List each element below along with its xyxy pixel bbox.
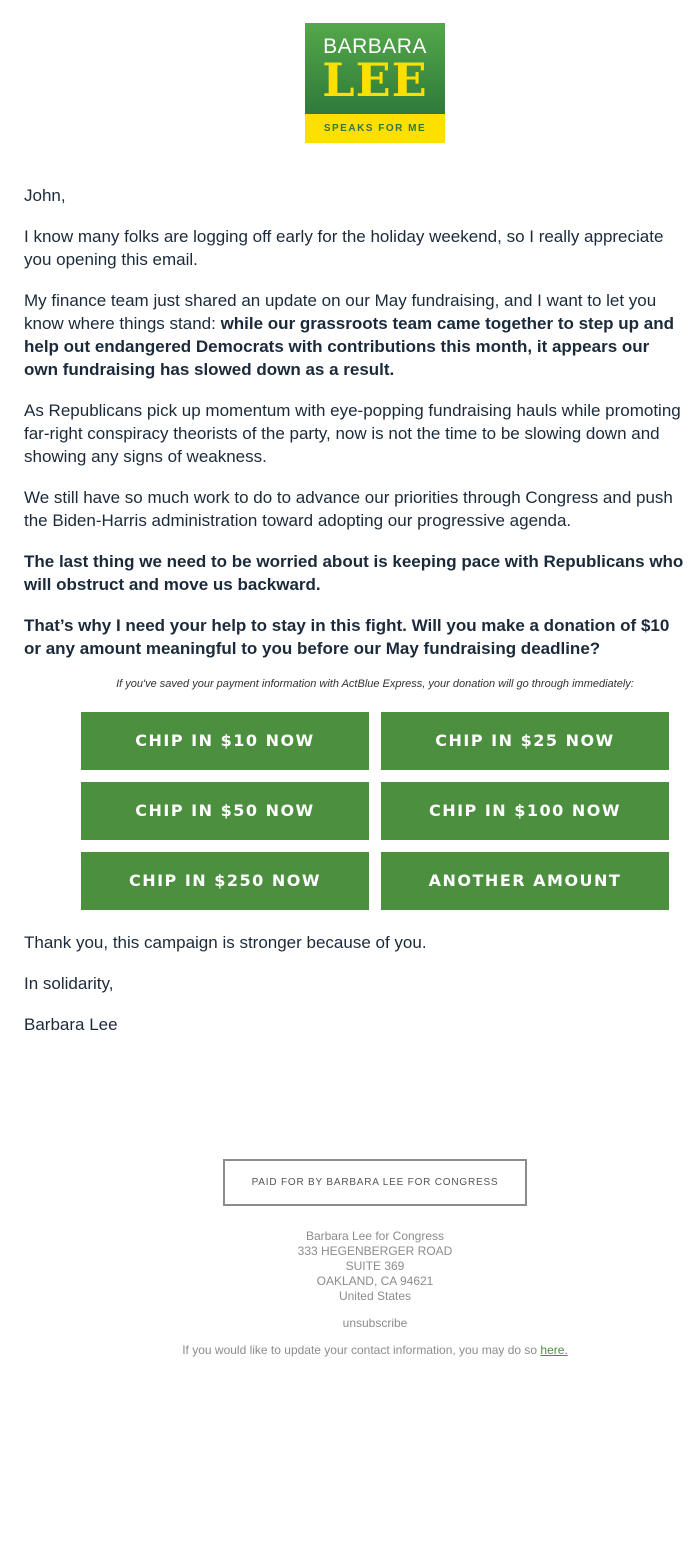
paragraph-holiday [24,225,663,271]
footer-country: United States [338,1289,412,1303]
chip-in-100-button[interactable]: CHIP IN $100 NOW [381,782,669,840]
footer-org: Barbara Lee for Congress [305,1229,445,1243]
logo-green-panel [305,23,445,114]
footer-address [0,1229,700,1304]
paragraph-line: the Biden-Harris administration toward adopting our progressive agenda. [24,511,572,530]
paragraph-line-bold: while our grassroots team came together to step up and [220,314,674,333]
actblue-note: If you've saved your payment information with ActBlue Express, your donation will go through immediately: [116,678,634,690]
paragraph-line: The last thing we need to be worried about is keeping pace with Republicans who [24,552,684,571]
signoff: In solidarity, [24,974,114,993]
paragraph-line: As Republicans pick up momentum with eye-popping fundraising hauls while promoting [24,401,681,420]
paragraph-line: My finance team just shared an update on our May fundraising, and I want to let you [24,291,657,310]
thanks-line: Thank you, this campaign is stronger because of you. [24,933,427,952]
paragraph-line: That’s why I need your help to stay in this fight. Will you make a donation of $10 [24,616,670,635]
update-contact-line [0,1343,700,1357]
paragraph-line: or any amount meaningful to you before our May fundraising deadline? [24,639,601,658]
footer-city: OAKLAND, CA 94621 [316,1274,434,1288]
logo-tagline: SPEAKS FOR ME [305,114,445,143]
paragraph-line [24,312,674,335]
paid-for-disclaimer: PAID FOR BY BARBARA LEE FOR CONGRESS [223,1159,527,1206]
paragraph-republicans [24,399,681,468]
update-contact-text: If you would like to update your contact information, you may do so [182,1343,541,1357]
campaign-logo [305,23,445,143]
salutation: John, [24,186,66,205]
paragraph-line: help out endangered Democrats with contributions this month, it appears our [24,337,650,356]
update-contact-link[interactable]: here. [540,1343,568,1357]
logo-last-name: LEE [322,53,428,107]
paragraph-line: you opening this email. [24,250,198,269]
paragraph-finance-update [24,289,674,381]
paragraph-last-thing [24,550,683,596]
footer-street: 333 HEGENBERGER ROAD [297,1244,453,1258]
chip-in-250-button[interactable]: CHIP IN $250 NOW [81,852,369,910]
paragraph-line: We still have so much work to do to advance our priorities through Congress and push [24,488,673,507]
paragraph-line-plain: know where things stand: [24,314,221,333]
signature: Barbara Lee [24,1015,118,1034]
chip-in-10-button[interactable]: CHIP IN $10 NOW [81,712,369,770]
footer-suite: SUITE 369 [345,1259,405,1273]
paragraph-line: far-right conspiracy theorists of the party, now is not the time to be slowing down and [24,424,660,443]
logo-first-name: BARBARA [323,35,427,58]
paragraph-work [24,486,673,532]
paragraph-donation-ask [24,614,669,660]
another-amount-button[interactable]: ANOTHER AMOUNT [381,852,669,910]
paragraph-line: own fundraising has slowed down as a result. [24,360,395,379]
unsubscribe-link[interactable]: unsubscribe [342,1316,408,1330]
paragraph-line: showing any signs of weakness. [24,447,267,466]
paragraph-line: will obstruct and move us backward. [24,575,321,594]
chip-in-25-button[interactable]: CHIP IN $25 NOW [381,712,669,770]
chip-in-50-button[interactable]: CHIP IN $50 NOW [81,782,369,840]
paragraph-line: I know many folks are logging off early for the holiday weekend, so I really appreciate [24,227,664,246]
